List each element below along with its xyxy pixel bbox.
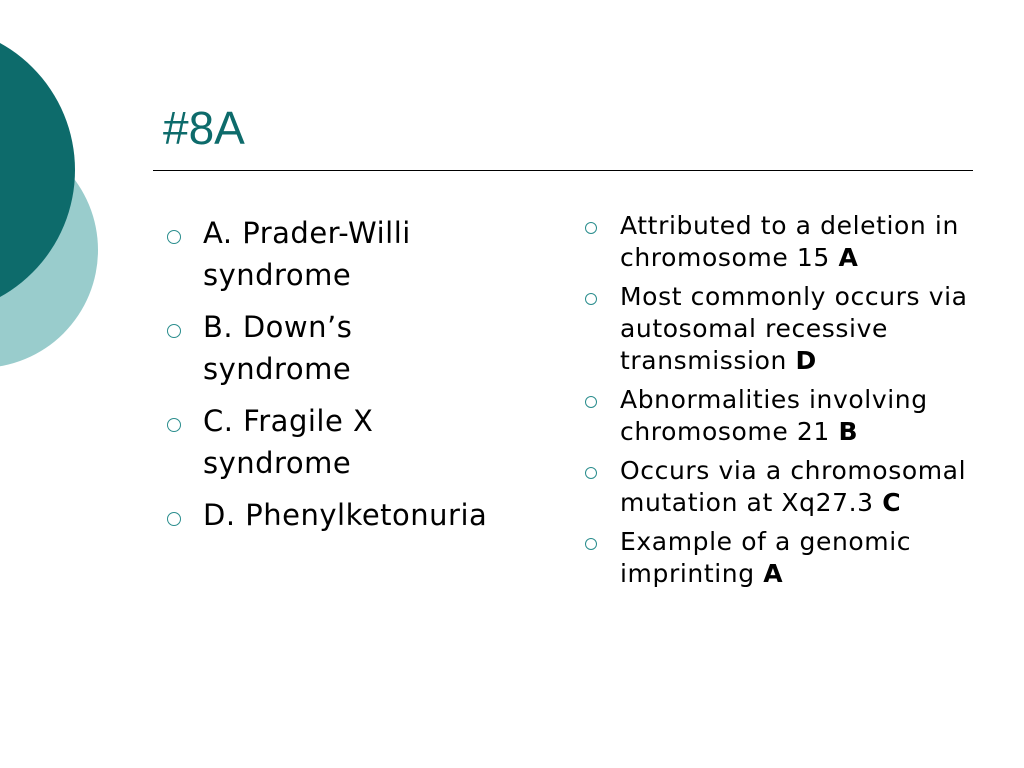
slide-title: #8A — [163, 102, 245, 154]
circle-bullet-icon — [167, 512, 181, 526]
statement-text: Attributed to a deletion in chromosome 15 — [620, 211, 959, 272]
circle-bullet-icon — [585, 222, 597, 234]
statement-text: Occurs via a chromosomal mutation at Xq27.3 — [620, 456, 967, 517]
circle-bullet-icon — [167, 324, 181, 338]
choice-text: D. Phenylketonuria — [203, 498, 488, 532]
choice-text: A. Prader-Willi syndrome — [203, 216, 411, 292]
light-teal-circle — [0, 132, 98, 368]
statement-text: Most commonly occurs via autosomal recessive transmission — [620, 282, 968, 375]
circle-bullet-icon — [167, 418, 181, 432]
choice-item — [163, 306, 503, 390]
circle-bullet-icon — [167, 230, 181, 244]
statements-list — [583, 210, 983, 597]
circle-bullet-icon — [585, 467, 597, 479]
choices-list — [163, 212, 503, 546]
choice-text: C. Fragile X syndrome — [203, 404, 374, 480]
statement-item — [583, 455, 983, 519]
choice-item — [163, 212, 503, 296]
answer-letter: A — [763, 559, 784, 588]
statement-item — [583, 526, 983, 590]
statement-item — [583, 384, 983, 448]
circle-bullet-icon — [585, 396, 597, 408]
circle-bullet-icon — [585, 293, 597, 305]
choice-item — [163, 400, 503, 484]
title-divider — [153, 170, 973, 171]
answer-letter: C — [882, 488, 902, 517]
statement-item — [583, 281, 983, 377]
statement-item — [583, 210, 983, 274]
statement-text: Example of a genomic imprinting — [620, 527, 912, 588]
choice-text: B. Down’s syndrome — [203, 310, 353, 386]
circle-bullet-icon — [585, 538, 597, 550]
answer-letter: D — [795, 346, 817, 375]
dark-teal-circle — [0, 25, 75, 315]
statement-text: Abnormalities involving chromosome 21 — [620, 385, 928, 446]
answer-letter: A — [838, 243, 859, 272]
choice-item — [163, 494, 503, 536]
answer-letter: B — [838, 417, 859, 446]
